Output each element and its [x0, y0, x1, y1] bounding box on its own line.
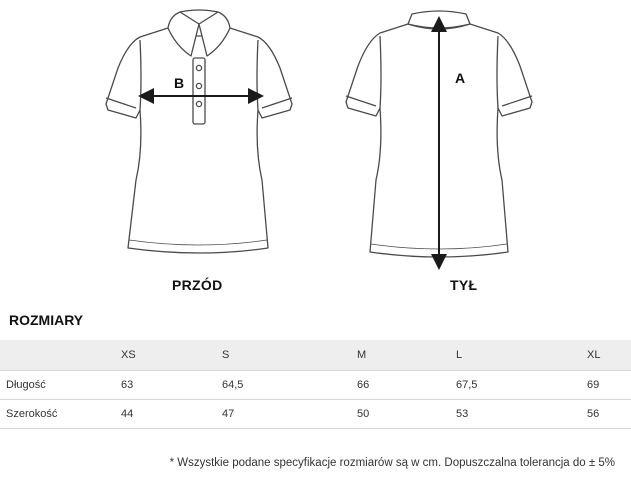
- width-dimension-label: B: [174, 75, 185, 91]
- table-cell: 66: [357, 371, 456, 400]
- back-view-label: TYŁ: [450, 277, 478, 293]
- size-header-s: S: [222, 340, 357, 371]
- header-blank-cell: [0, 340, 121, 371]
- footnote: * Wszystkie podane specyfikacje rozmiarów są w cm. Dopuszczalna tolerancja do ± 5%: [169, 457, 615, 469]
- size-header-m: M: [357, 340, 456, 371]
- length-dimension-label: A: [455, 70, 466, 86]
- sizes-title: ROZMIARY: [9, 312, 84, 328]
- table-cell: 63: [121, 371, 222, 400]
- table-cell: 53: [456, 400, 587, 429]
- size-table: [0, 340, 631, 429]
- size-header-xs: XS: [121, 340, 222, 371]
- table-cell: 50: [357, 400, 456, 429]
- row-label: Długość: [0, 371, 121, 400]
- table-cell: 56: [587, 400, 631, 429]
- table-cell: 67,5: [456, 371, 587, 400]
- size-header-xl: XL: [587, 340, 631, 371]
- size-header-l: L: [456, 340, 587, 371]
- size-header-row: [0, 340, 631, 371]
- table-cell: 69: [587, 371, 631, 400]
- front-shirt-drawing: [106, 10, 292, 253]
- table-cell: 47: [222, 400, 357, 429]
- row-label: Szerokość: [0, 400, 121, 429]
- table-cell: 64,5: [222, 371, 357, 400]
- table-row: [0, 371, 631, 400]
- table-row: [0, 400, 631, 429]
- front-view-label: PRZÓD: [172, 277, 223, 293]
- table-cell: 44: [121, 400, 222, 429]
